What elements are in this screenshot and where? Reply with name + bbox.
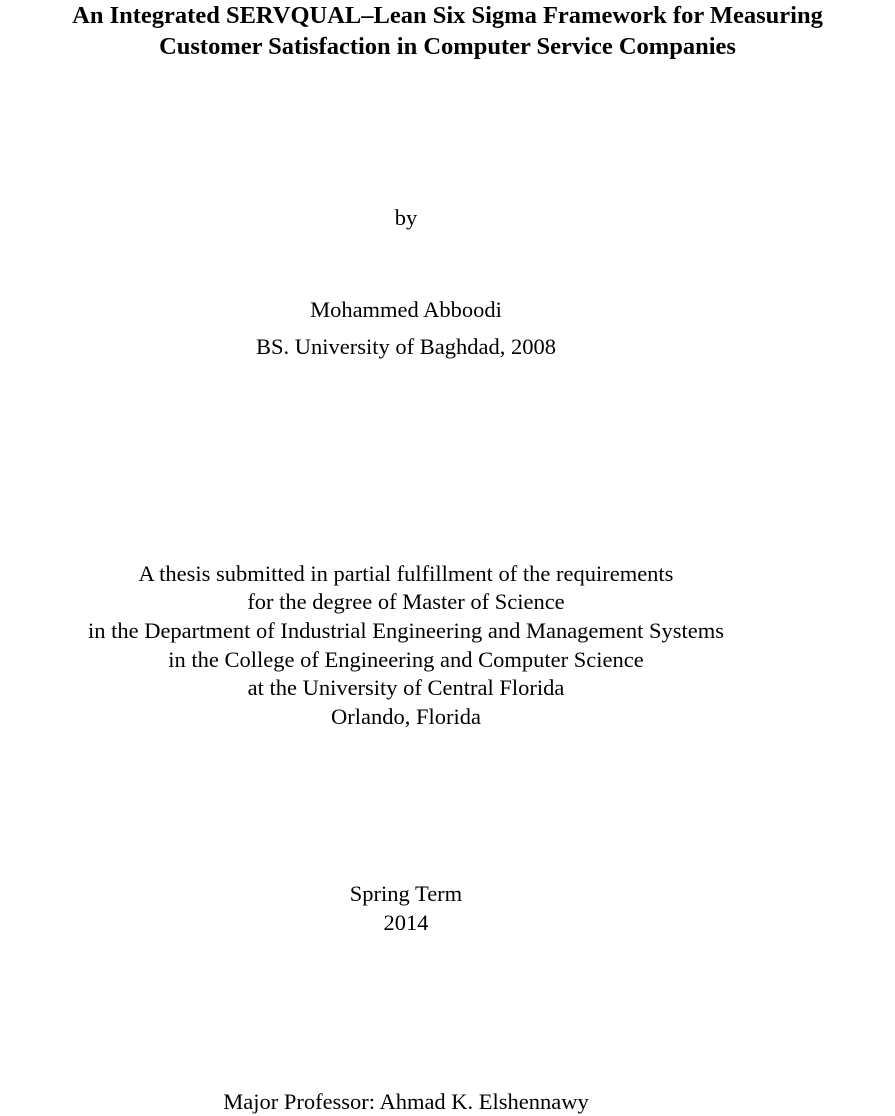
thesis-title-line-1: An Integrated SERVQUAL–Lean Six Sigma Framework for Measuring [72,2,823,29]
thesis-title-line-2: Customer Satisfaction in Computer Service Companies [159,33,736,60]
term-year: 2014 [383,910,429,935]
degree-statement-line: in the College of Engineering and Computer Science [168,647,644,672]
degree-statement-line: for the degree of Master of Science [247,589,565,614]
degree-statement-line: A thesis submitted in partial fulfillment of the requirements [138,561,674,586]
major-professor-line: Major Professor: Ahmad K. Elshennawy [223,1089,589,1114]
by-label: by [394,205,418,230]
degree-statement-line: at the University of Central Florida [247,675,565,700]
author-prior-degree: BS. University of Baghdad, 2008 [256,334,556,359]
term-season: Spring Term [349,881,463,906]
degree-statement-line: Orlando, Florida [331,704,481,729]
author-name: Mohammed Abboodi [310,297,502,322]
degree-statement-line: in the Department of Industrial Engineering and Management Systems [87,618,725,643]
